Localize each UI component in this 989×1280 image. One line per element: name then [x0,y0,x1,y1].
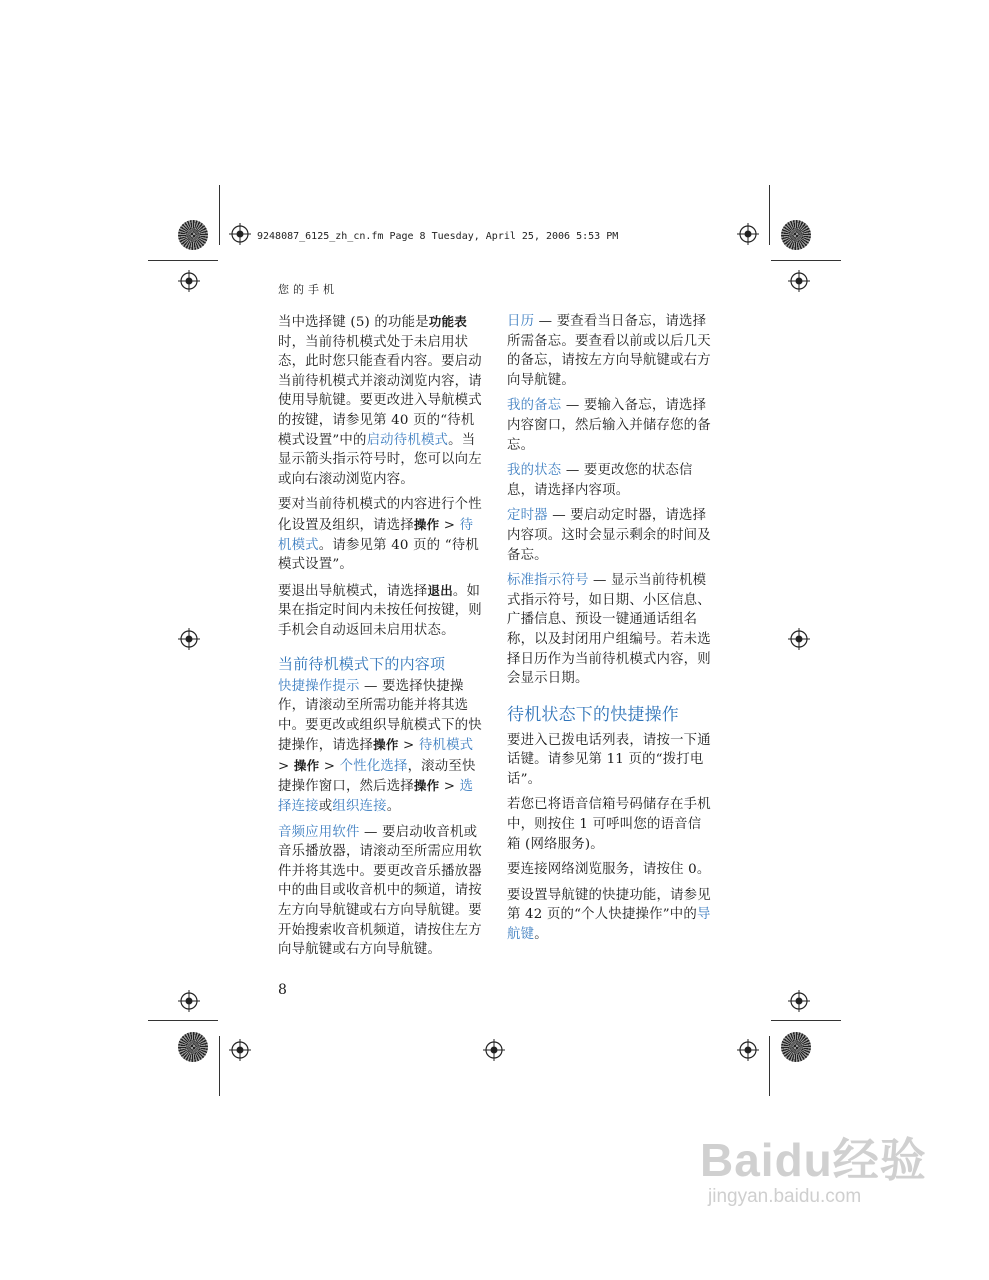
right-column [507,312,713,951]
paragraph [278,495,484,574]
text-run: 。 [534,927,548,943]
paragraph [507,860,713,880]
section-heading: 待机状态下的快捷操作 [507,704,679,724]
watermark-url: jingyan.baidu.com [708,1186,862,1207]
text-run: 时，当前待机模式处于未启用状态，此时您只能查看内容。要启动当前待机模式并滚动浏览内容，请使用导航键。要更改进入导航模式的按键，请参见第 40 页的“待机模式设置”中的 [278,334,482,448]
inline-link: 日历 [507,314,535,329]
inline-link: 组织连接 [332,799,387,815]
inline-link: 音频应用软件 [278,824,360,840]
text-run: > [439,779,460,795]
registration-mark-icon [788,628,810,650]
inline-link: 启动待机模式 [366,432,449,448]
registration-mark-icon [178,270,200,292]
paragraph [278,312,484,489]
text-run: — 要更改您的状态信息，请选择内容项。 [507,463,693,498]
registration-mark-icon [178,628,200,650]
text-run: 。当显示箭头指示符号时，您可以向左或向右滚动浏览内容。 [278,432,482,487]
registration-mark-icon [178,990,200,1012]
menu-keyword: 操作 [413,778,440,794]
paragraph [507,886,713,945]
crop-mark [771,1020,841,1021]
text-run: > [319,758,340,774]
section-label: 您的手机 [278,284,338,296]
menu-keyword: 退出 [427,582,453,598]
text-run: 。 [386,799,401,815]
paragraph [507,461,713,500]
paragraph [507,571,713,689]
crop-mark [219,185,220,245]
inline-link: 快捷操作提示 [278,678,360,694]
paragraph [507,731,713,790]
paragraph [278,581,484,641]
text-run: 当中选择键 (5) 的功能是 [278,315,429,330]
color-rosette-icon [178,220,208,250]
file-info-line: 9248087_6125_zh_cn.fm Page 8 Tuesday, April 25, 2006 5:53 PM [257,231,619,242]
text-run: > [439,517,460,533]
text-run: > [398,738,419,754]
watermark-logo: Baidu经验 [700,1134,927,1186]
inline-link: 我的备忘 [507,398,562,414]
text-run: 或 [318,799,333,815]
color-rosette-icon [178,1032,208,1062]
text-run: 要对当前待机模式的内容进行个性化设置及组织，请选择 [278,497,482,533]
inline-link: 待机模式 [418,738,474,754]
paragraph [507,396,713,455]
text-run: 要退出导航模式，请选择 [278,583,428,599]
text-run: — 要启动定时器，请选择内容项。这时会显示剩余的时间及备忘。 [507,508,711,563]
text-run: ，滚动至快捷操作窗口，然后选择 [278,758,476,795]
registration-mark-icon [483,1039,505,1061]
inline-link: 选择连接 [278,779,474,815]
crop-mark [769,185,770,245]
inline-link: 个性化选择 [339,758,408,774]
text-run: > [278,758,294,774]
text-run: — 要选择快捷操作，请滚动至所需功能并将其选中。要更改或组织导航模式下的快捷操作，请选择 [278,678,482,754]
crop-mark [771,260,841,261]
paragraph [507,506,713,565]
inline-link: 定时器 [507,508,548,524]
text-run: 。如果在指定时间内未按任何按键，则手机会自动返回未启用状态。 [278,583,482,638]
paragraph [507,795,713,854]
text-run: — 显示当前待机模式指示符号，如日期、小区信息、广播信息、预设一键通通话组名称，以及封闭用户组编号。若未选择日历作为当前待机模式内容，则会显示日期。 [507,573,711,687]
crop-mark [148,1020,218,1021]
crop-mark [219,1036,220,1096]
subheading: 当前待机模式下的内容项 [278,655,446,673]
text-run: 若您已将语音信箱号码储存在手机中，则按住 1 可呼叫您的语音信箱 (网络服务)。 [507,797,711,852]
registration-mark-icon [229,1039,251,1061]
text-run: — 要启动收音机或音乐播放器，请滚动至所需应用软件并将其选中。要更改音乐播放器中的曲目或收音机中的频道，请按左方向导航键或右方向导航键。要开始搜索收音机频道，请按住左方向导航键或右方向导航键。 [278,824,482,958]
inline-link: 待机模式 [278,517,474,553]
text-run: 要设置导航键的快捷功能，请参见第 42 页的“个人快捷操作”中的 [507,887,711,923]
inline-link: 标准指示符号 [507,573,589,589]
registration-mark-icon [229,223,251,245]
registration-mark-icon [737,223,759,245]
left-column [278,312,484,966]
inline-link: 我的状态 [507,463,562,479]
registration-mark-icon [788,990,810,1012]
paragraph [507,312,713,390]
registration-mark-icon [737,1039,759,1061]
crop-mark [148,260,218,261]
menu-keyword: 功能表 [428,314,467,329]
crop-mark [769,1036,770,1096]
registration-mark-icon [788,270,810,292]
text-run: 要进入已拨电话列表，请按一下通话键。请参见第 11 页的“拨打电话”。 [507,732,711,787]
text-run: 。请参见第 40 页的 “待机模式设置”。 [278,537,479,573]
text-run: 要连接网络浏览服务，请按住 0。 [507,862,711,878]
menu-keyword: 操作 [413,516,440,532]
paragraph [278,677,484,817]
inline-link: 导航键 [507,907,711,943]
menu-keyword: 操作 [293,757,320,773]
text-run: — 要输入备忘，请选择内容窗口，然后输入并储存您的备忘。 [507,398,711,453]
color-rosette-icon [781,1032,811,1062]
menu-keyword: 操作 [373,737,399,753]
color-rosette-icon [781,220,811,250]
text-run: — 要查看当日备忘，请选择所需备忘。要查看以前或以后几天的备忘，请按左方向导航键或右方向导航键。 [507,314,711,388]
page-number: 8 [278,982,287,998]
baidu-jingyan-watermark [700,1135,940,1245]
paragraph [278,823,484,960]
